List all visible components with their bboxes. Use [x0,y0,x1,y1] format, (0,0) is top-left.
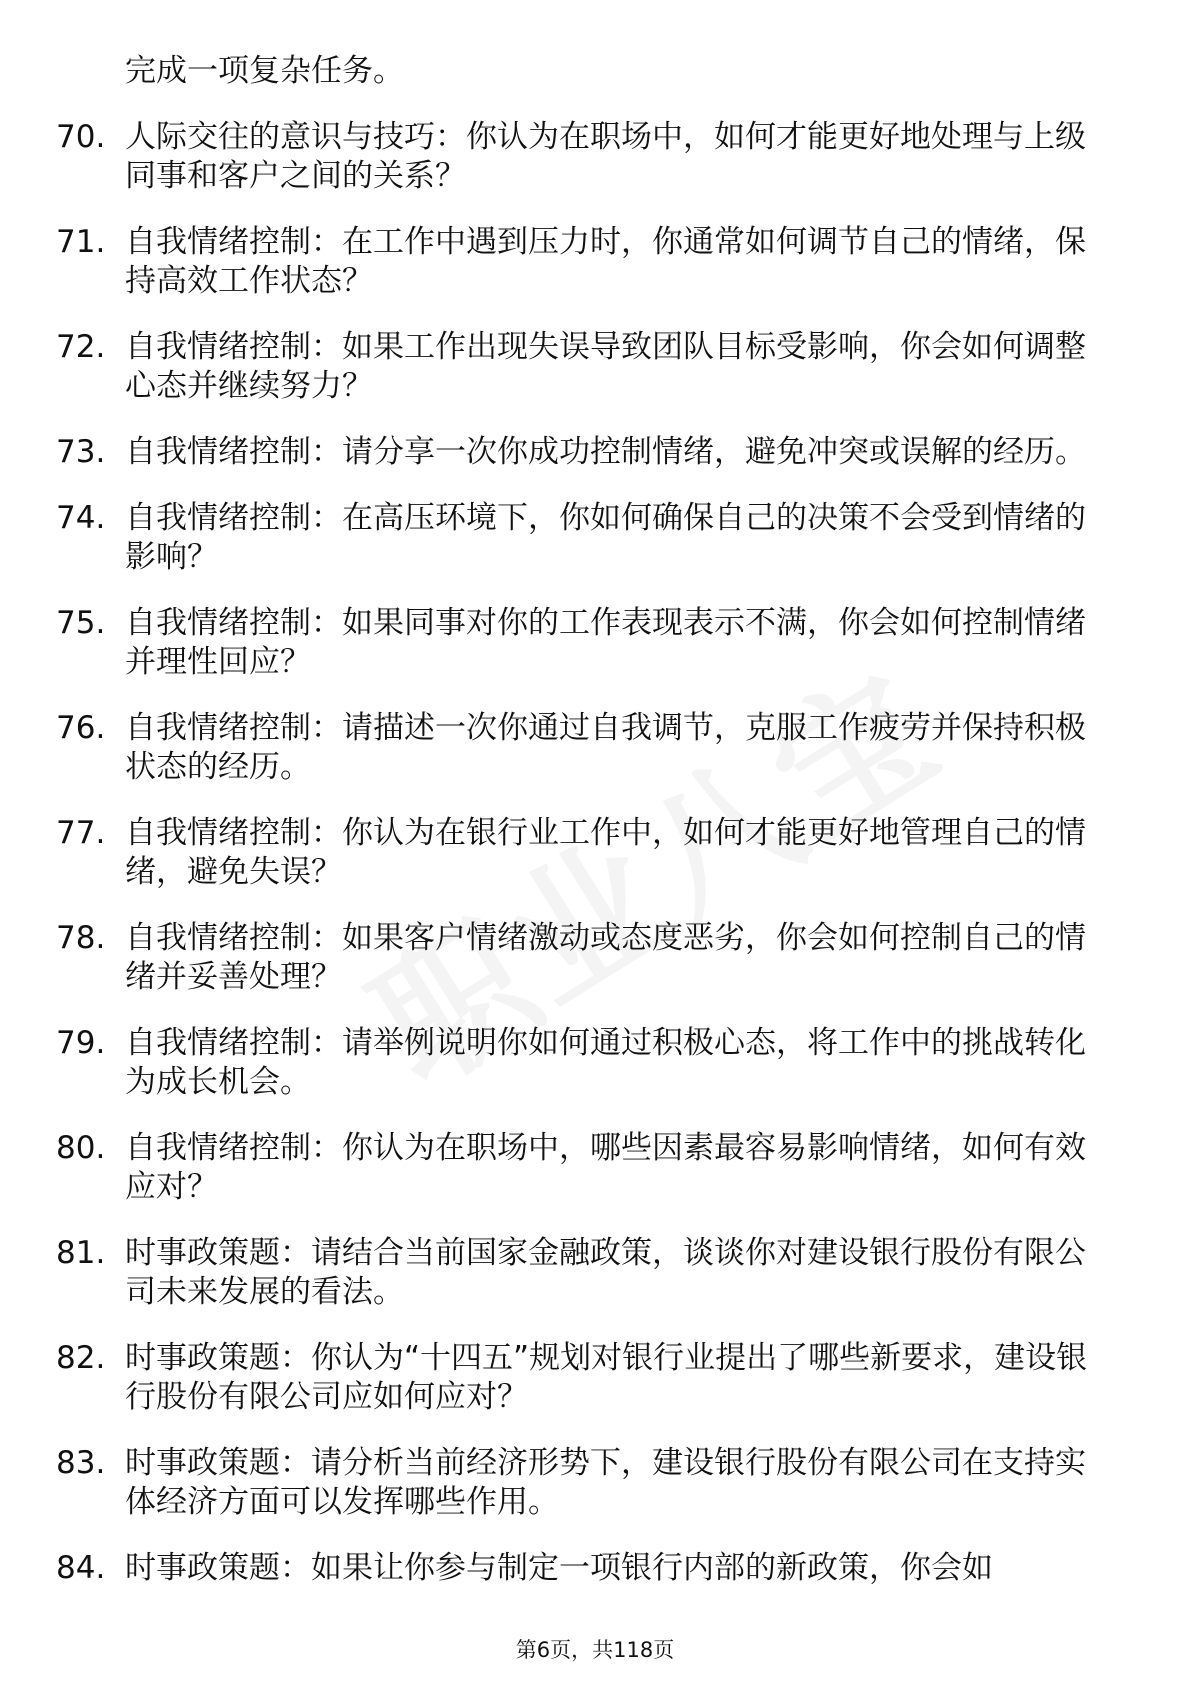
item-text: 时事政策题：请结合当前国家金融政策，谈谈你对建设银行股份有限公司未来发展的看法。 [125,1235,1086,1310]
list-item [56,499,1106,577]
item-number: 78. [56,920,106,956]
carryover-text: 完成一项复杂任务。 [125,53,404,89]
item-text: 自我情绪控制：请分享一次你成功控制情绪，避免冲突或误解的经历。 [125,434,1086,470]
item-text: 自我情绪控制：在工作中遇到压力时，你通常如何调节自己的情绪，保持高效工作状态？ [125,224,1086,299]
item-number: 75. [56,605,106,641]
item-text: 时事政策题：如果让你参与制定一项银行内部的新政策，你会如 [125,1550,993,1586]
list-item [56,118,1106,196]
item-number: 81. [56,1235,106,1271]
list-item [56,1549,1106,1588]
page-footer: 第6页，共118页 [515,1638,675,1662]
list-item [56,814,1106,892]
item-text: 自我情绪控制：请描述一次你通过自我调节，克服工作疲劳并保持积极状态的经历。 [125,710,1086,785]
list-item [56,223,1106,301]
list-item [56,709,1106,787]
item-number: 83. [56,1445,106,1481]
item-text: 时事政策题：你认为“十四五”规划对银行业提出了哪些新要求，建设银行股份有限公司应如何应对？ [125,1340,1088,1415]
item-text: 自我情绪控制：你认为在银行业工作中，如何才能更好地管理自己的情绪，避免失误？ [125,815,1086,890]
item-text: 自我情绪控制：请举例说明你如何通过积极心态，将工作中的挑战转化为成长机会。 [125,1025,1086,1100]
item-number: 72. [56,329,106,365]
list-item [56,433,1106,472]
item-number: 82. [56,1340,106,1376]
item-number: 74. [56,500,106,536]
list-item [56,604,1106,682]
item-number: 71. [56,224,106,260]
item-text: 自我情绪控制：你认为在职场中，哪些因素最容易影响情绪，如何有效应对？ [125,1130,1086,1205]
list-item [56,1339,1106,1417]
question-list [56,52,1106,1615]
item-number: 77. [56,815,106,851]
item-text: 自我情绪控制：在高压环境下，你如何确保自己的决策不会受到情绪的影响？ [125,500,1086,575]
item-text: 自我情绪控制：如果客户情绪激动或态度恶劣，你会如何控制自己的情绪并妥善处理？ [125,920,1086,995]
item-text: 人际交往的意识与技巧：你认为在职场中，如何才能更好地处理与上级同事和客户之间的关系？ [125,119,1086,194]
item-number: 70. [56,119,106,155]
item-number: 80. [56,1130,106,1166]
item-text: 自我情绪控制：如果同事对你的工作表现表示不满，你会如何控制情绪并理性回应？ [125,605,1086,680]
item-number: 84. [56,1550,106,1586]
list-item [56,919,1106,997]
item-text: 时事政策题：请分析当前经济形势下，建设银行股份有限公司在支持实体经济方面可以发挥哪些作用。 [125,1445,1086,1520]
item-number: 76. [56,710,106,746]
list-item [56,1024,1106,1102]
list-item [56,328,1106,406]
list-item [56,1444,1106,1522]
item-text: 自我情绪控制：如果工作出现失误导致团队目标受影响，你会如何调整心态并继续努力？ [125,329,1086,404]
list-item [56,1234,1106,1312]
list-item [56,1129,1106,1207]
item-number: 73. [56,434,106,470]
item-number: 79. [56,1025,106,1061]
